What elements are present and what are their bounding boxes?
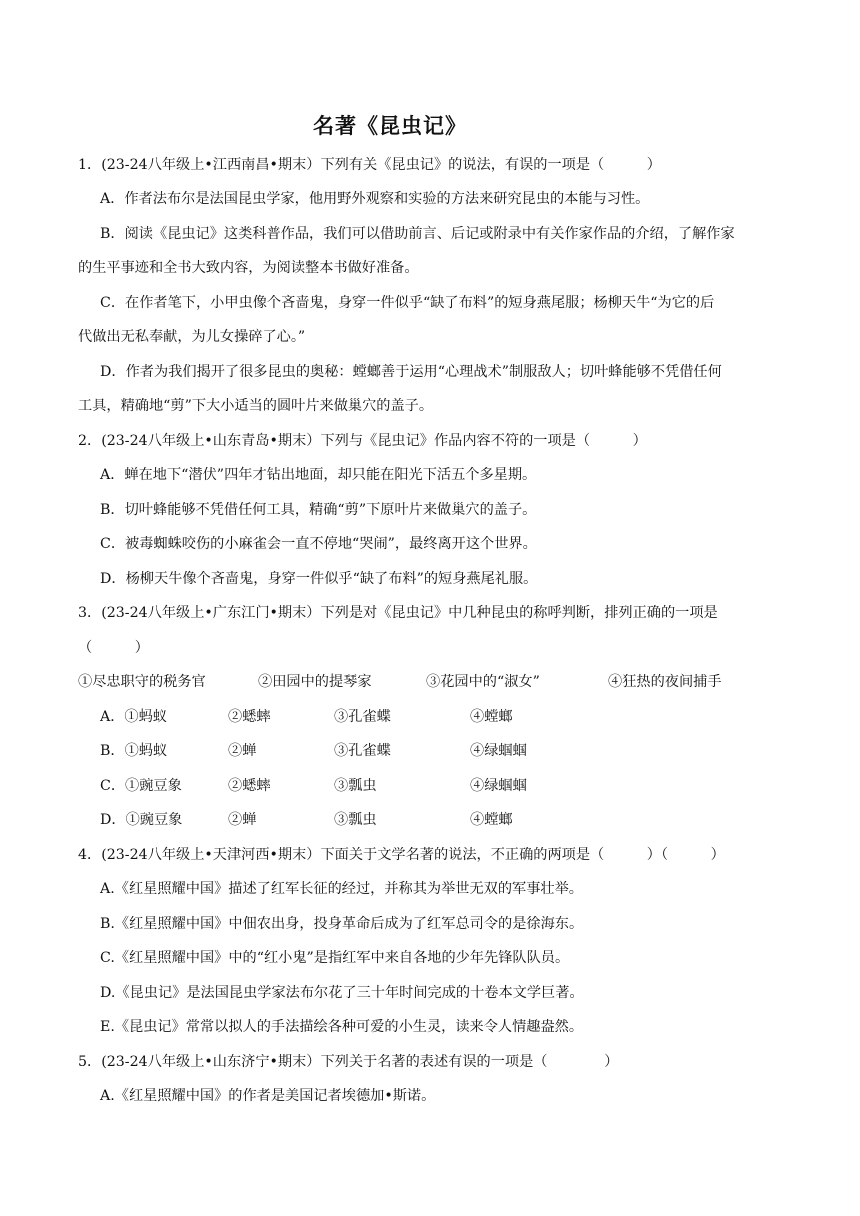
question-1-option-d-cont: 工具，精确地“剪”下大小适当的圆叶片来做巢穴的盖子。: [78, 398, 434, 414]
option-cell: ④绿蝈蝈: [470, 743, 527, 759]
option-cell: B．①蚂蚁: [100, 743, 168, 759]
question-1-option-d: D．作者为我们揭开了很多昆虫的奥秘：螳螂善于运用“心理战术”制服敌人；切叶蜂能够不凭借任何: [100, 364, 722, 380]
option-cell: ③孔雀蝶: [334, 709, 391, 725]
question-4-option-b: B.《红星照耀中国》中佃农出身，投身革命后成为了红军总司令的是徐海东。: [100, 916, 584, 932]
question-3-item: ①尽忠职守的税务官: [78, 674, 206, 690]
question-1-option-c-cont: 代做出无私奉献，为儿女操碎了心。”: [78, 329, 306, 345]
question-3-stem: 3．(23-24八年级上•广东江门•期末）下列是对《昆虫记》中几种昆虫的称呼判断，排列正确的一项是: [78, 605, 718, 621]
option-cell: ④螳螂: [470, 709, 513, 725]
question-4-stem: 4．(23-24八年级上•天津河西•期末）下面关于文学名著的说法，不正确的两项是（ ）（ ）: [78, 847, 725, 863]
question-1-option-a: A．作者法布尔是法国昆虫学家，他用野外观察和实验的方法来研究昆虫的本能与习性。: [100, 191, 650, 207]
option-cell: ③孔雀蝶: [334, 743, 391, 759]
question-4-option-c: C.《红星照耀中国》中的“红小鬼”是指红军中来自各地的少年先锋队队员。: [100, 950, 570, 966]
question-2-option-a: A．蝉在地下“潜伏”四年才钻出地面，却只能在阳光下活五个多星期。: [100, 467, 537, 483]
question-4-option-a: A.《红星照耀中国》描述了红军长征的经过，并称其为举世无双的军事壮举。: [100, 881, 583, 897]
question-3-item: ②田园中的提琴家: [258, 674, 372, 690]
question-3-item: ④狂热的夜间捕手: [608, 674, 722, 690]
question-2-option-d: D．杨柳天牛像个吝啬鬼，身穿一件似乎“缺了布料”的短身燕尾礼服。: [100, 571, 538, 587]
question-4-option-d: D.《昆虫记》是法国昆虫学家法布尔花了三十年时间完成的十卷本文学巨著。: [100, 985, 584, 1001]
option-cell: A．①蚂蚁: [100, 709, 167, 725]
page-title: 名著《昆虫记》: [313, 113, 467, 138]
question-3-paren: （ ）: [78, 640, 149, 656]
option-cell: C．①豌豆象: [100, 778, 182, 794]
question-1-option-b: B．阅读《昆虫记》这类科普作品，我们可以借助前言、后记或附录中有关作家作品的介绍，了解作家: [100, 226, 735, 242]
option-cell: ③瓢虫: [334, 812, 377, 828]
question-2-stem: 2．(23-24八年级上•山东青岛•期末）下列与《昆虫记》作品内容不符的一项是（ ）: [78, 433, 647, 449]
question-5-option-a: A.《红星照耀中国》的作者是美国记者埃德加•斯诺。: [100, 1088, 436, 1104]
option-cell: ②蝉: [228, 812, 257, 828]
option-cell: ②蟋蟀: [228, 709, 271, 725]
option-cell: ②蝉: [228, 743, 257, 759]
option-cell: D．①豌豆象: [100, 812, 183, 828]
question-1-option-c: C．在作者笔下，小甲虫像个吝啬鬼，身穿一件似乎“缺了布料”的短身燕尾服；杨柳天牛“为它的后: [100, 295, 715, 311]
option-cell: ③瓢虫: [334, 778, 377, 794]
question-4-option-e: E.《昆虫记》常常以拟人的手法描绘各种可爱的小生灵，读来令人情趣盎然。: [100, 1019, 584, 1035]
question-2-option-b: B．切叶蜂能够不凭借任何工具，精确“剪”下原叶片来做巢穴的盖子。: [100, 502, 537, 518]
option-cell: ②蟋蟀: [228, 778, 271, 794]
question-3-item: ③花园中的“淑女”: [426, 674, 540, 690]
option-cell: ④螳螂: [470, 812, 513, 828]
option-cell: ④绿蝈蝈: [470, 778, 527, 794]
question-5-stem: 5．(23-24八年级上•山东济宁•期末）下列关于名著的表述有误的一项是（ ）: [78, 1054, 619, 1070]
question-1-option-b-cont: 的生平事迹和全书大致内容，为阅读整本书做好准备。: [78, 260, 419, 276]
question-2-option-c: C．被毒蜘蛛咬伤的小麻雀会一直不停地“哭闹”，最终离开这个世界。: [100, 536, 537, 552]
question-1-stem: 1．(23-24八年级上•江西南昌•期末）下列有关《昆虫记》的说法，有误的一项是（ ）: [78, 157, 661, 173]
